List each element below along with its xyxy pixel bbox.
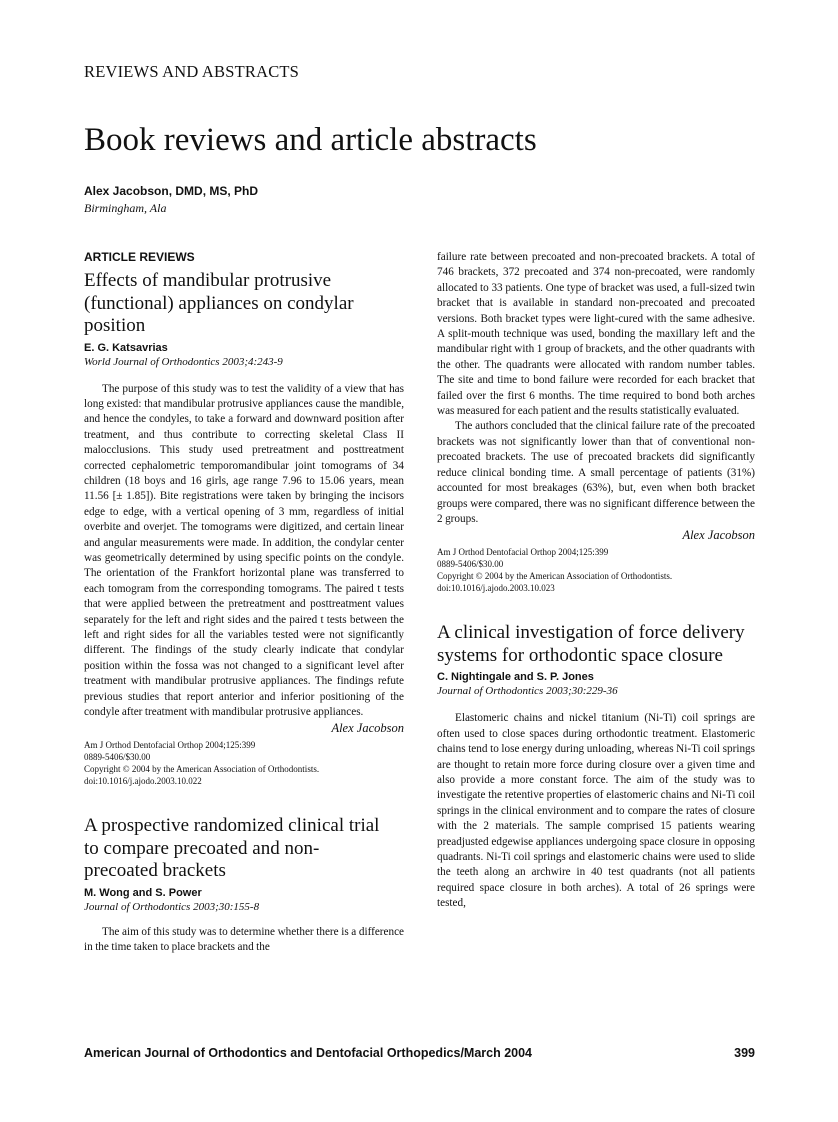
article-reference: Am J Orthod Dentofacial Orthop 2004;125:399 0889-5406/$30.00 Copyright © 2004 by the American Association of Orthodontists. doi:10.1016/j.ajodo.2003.10.022 — [84, 740, 320, 787]
article-reference: Am J Orthod Dentofacial Orthop 2004;125:399 0889-5406/$30.00 Copyright © 2004 by the American Association of Orthodontists. doi:10.1016/j.ajodo.2003.10.023 — [437, 547, 673, 594]
article-body-continued: failure rate between precoated and non-precoated brackets. A total of 746 brackets, 372 precoated and 374 non-precoated, were randomly allocated to 33 patients. One type of bracket was used, a full-sized twin bracket that is available in standard non-precoated and precoated versions. Both bracket types were light-cured with the same adhesive. A split-mouth technique was used, bonding the maxillary left and the mandibular right with 1 group of brackets, and the other quadrants with the other. The quadrants were allocated with random number tables. The site and time to bond failure were recorded for each bracket that failed over the first 6 months. The time required to bond both arches was measured for each patient and the results statistically evaluated. — [437, 251, 755, 418]
page-title: Book reviews and article abstracts — [84, 122, 537, 158]
article-body-start: The aim of this study was to determine whether there is a difference in the time taken to place brackets and the — [84, 925, 404, 954]
right-column — [437, 250, 755, 912]
page-number: 399 — [734, 1046, 755, 1060]
affiliation: Birmingham, Ala — [84, 201, 167, 215]
article-journal: World Journal of Orthodontics 2003;4:243-9 — [84, 355, 283, 368]
article-title: A prospective randomized clinical trial to compare precoated and non-precoated brackets — [84, 815, 380, 882]
article-body: The purpose of this study was to test the validity of a view that has long existed: that mandibular protrusive appliances cause the mandible, and hence the condyles, to take a forward and downward position after treatment, and thus contribute to correcting skeletal Class II malocclusions. This study used pretreatment and posttreatment corrected cephalometric temporomandibular joint tomograms of 34 children (18 boys and 16 girls, age range 7.96 to 15.06 years, mean 11.56 [± 1.85]). Bite registrations were taken by bringing the incisors edge to edge, with a vertical opening of 3 mm, regardless of initial overbite and overjet. The tomograms were digitized, and certain linear and angular measurements were made. In addition, the condylar center was geometrically determined by using specific points on the condyle. The orientation of the Frankfort horizontal plane was transferred to each tomogram from the corresponding tomograms. The paired t tests that were applied between the pretreatment and posttreatment values separately for the left and right sides and the paired t tests between the left and right sides for all the variables tested were not significantly different. The findings of the study clearly indicate that condylar position within the fossa was not changed to a significant level after treatment with mandibular protrusive appliances. The findings refute previous studies that report anterior and inferior positioning of the condyle after treatment with mandibular protrusive appliances. — [84, 382, 404, 719]
article-title: Effects of mandibular protrusive (functional) appliances on condylar position — [84, 270, 354, 336]
article-authors: C. Nightingale and S. P. Jones — [437, 671, 594, 684]
author: Alex Jacobson, DMD, MS, PhD — [84, 184, 259, 198]
page-footer — [84, 1046, 755, 1060]
article-journal: Journal of Orthodontics 2003;30:229-36 — [437, 685, 618, 698]
article-journal: Journal of Orthodontics 2003;30:155-8 — [84, 900, 260, 913]
article-body-paragraph: The authors concluded that the clinical failure rate of the precoated brackets was not significantly lower than that of conventional non-precoated brackets. The use of precoated brackets did significantly reduce clinical bonding time. A small percentage of patients (31%) accounted for most breakages (63%), but, even when both bracket groups were compared, there was no significant difference between the 2 groups. — [437, 420, 755, 525]
footer-journal: American Journal of Orthodontics and Dentofacial Orthopedics/March 2004 — [84, 1046, 533, 1060]
article-authors: M. Wong and S. Power — [84, 886, 202, 899]
reviewer: Alex Jacobson — [331, 721, 404, 736]
left-column — [84, 250, 404, 956]
article-body: Elastomeric chains and nickel titanium (Ni-Ti) coil springs are often used to close spaces during orthodontic treatment. Elastomeric chains tend to lose energy during unloading, whereas Ni-Ti coil springs are thought to retain more force during closure over a given time and also provide a more constant force. The aim of the study was to investigate the retentive properties of elastomeric chains and Ni-Ti coil springs in the clinical environment and to compare the rates of closure with the 2 materials. The sample comprised 15 patients wearing preadjusted edgewise appliances undergoing space closure in opposing quadrants. Ni-Ti coil springs and elastomeric chains were used to slide the teeth along an archwire in 40 test quadrants (not all patients required space closure in both arches). A total of 26 springs were tested, — [437, 712, 755, 910]
article-reviews-label: ARTICLE REVIEWS — [84, 250, 195, 264]
reviewer: Alex Jacobson — [682, 528, 755, 543]
article-authors: E. G. Katsavrias — [84, 341, 168, 354]
section-heading: REVIEWS AND ABSTRACTS — [84, 62, 300, 81]
article-title: A clinical investigation of force delivery systems for orthodontic space closure — [437, 622, 745, 666]
